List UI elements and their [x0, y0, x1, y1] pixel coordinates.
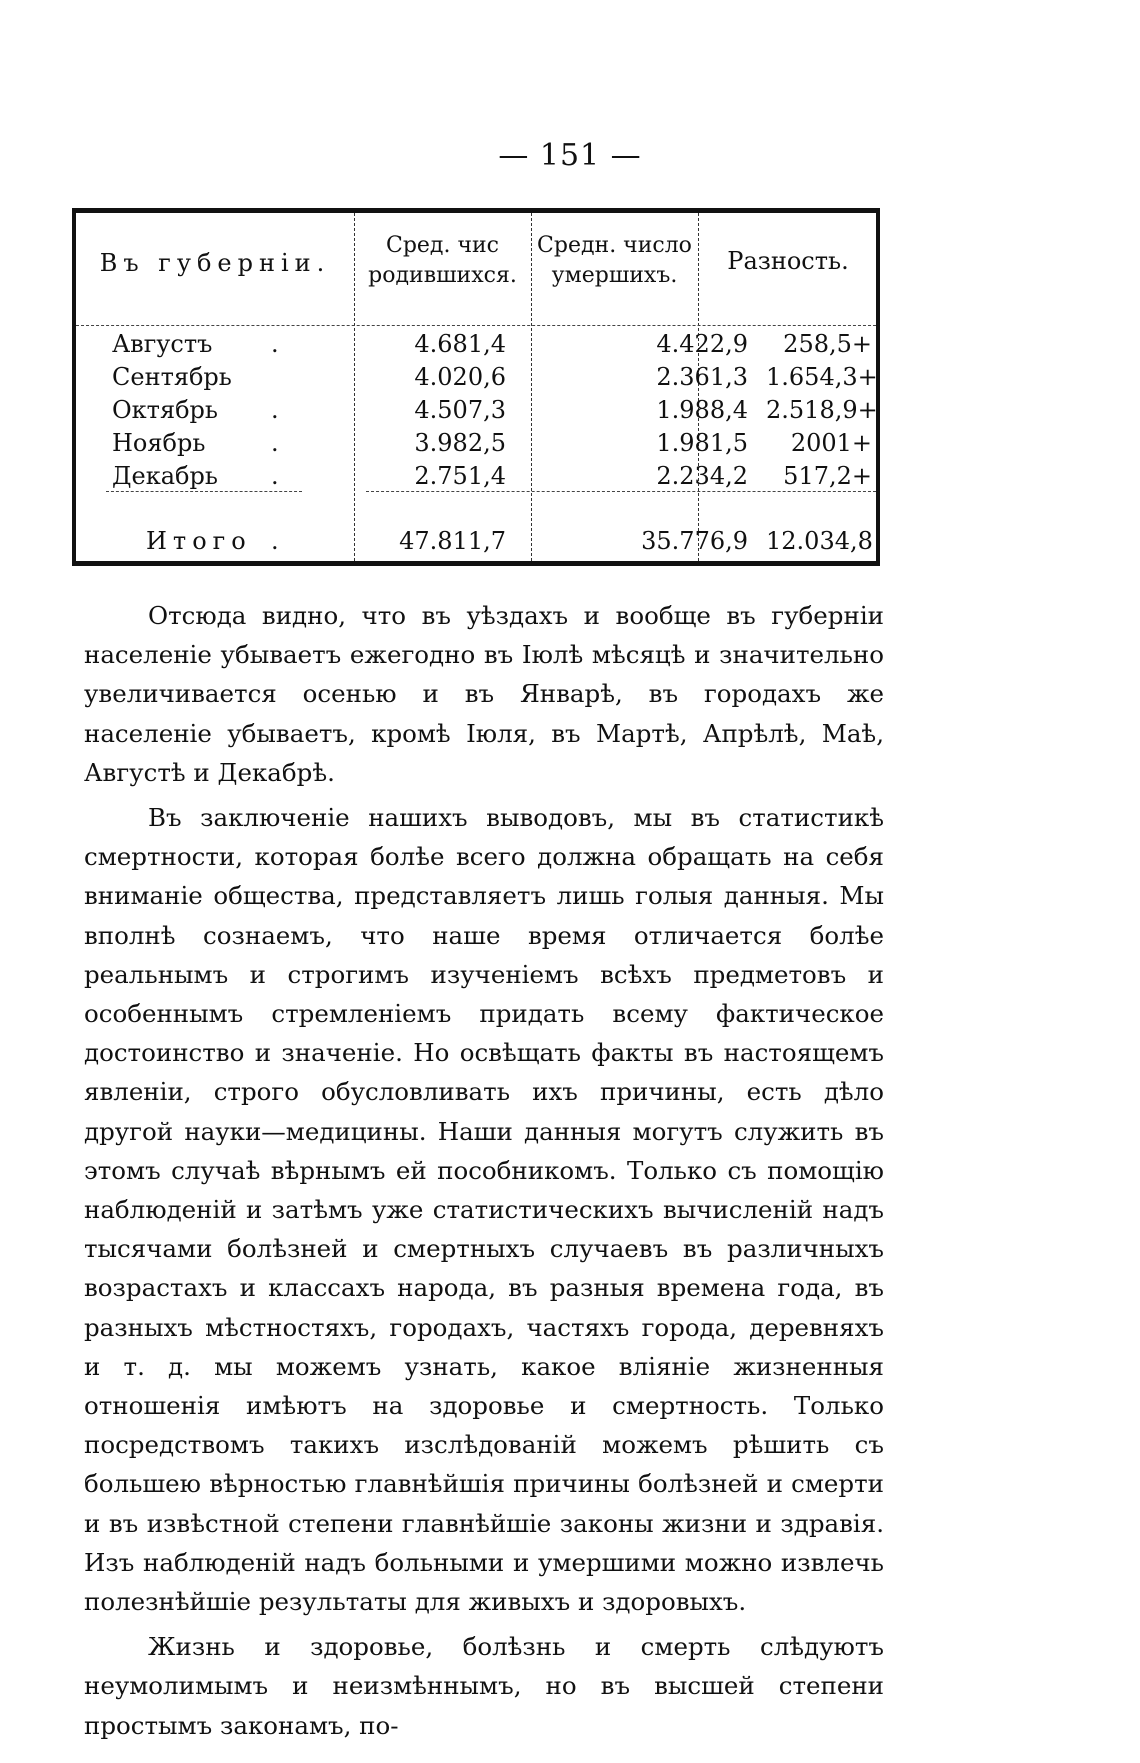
table-row	[76, 361, 876, 394]
leader-dot: .	[271, 462, 279, 490]
difference-cell: 1.654,3+	[766, 363, 878, 391]
header-births	[354, 231, 531, 291]
header-births-line1: Сред. чис	[386, 233, 499, 258]
leader-dot: .	[271, 429, 279, 457]
paragraph: Жизнь и здоровье, болѣзнь и смерть слѣдуютъ неумолимымъ и неизмѣннымъ, но въ высшей степени простымъ законамъ, по-	[84, 1632, 884, 1740]
births-cell: 3.982,5	[414, 429, 506, 457]
difference-cell: 2001+	[790, 429, 872, 457]
total-deaths: 35.776,9	[641, 527, 748, 555]
births-cell: 4.507,3	[414, 396, 506, 424]
table-row	[76, 328, 876, 361]
header-deaths	[531, 231, 698, 291]
difference-cell: 517,2+	[783, 462, 872, 490]
month-cell: Октябрь	[112, 396, 218, 424]
deaths-cell: 1.988,4	[656, 396, 748, 424]
paragraph: Отсюда видно, что въ уѣздахъ и вообще въ губерніи населеніе убываетъ ежегодно въ Іюлѣ мѣсяцѣ и значительно увеличивается осенью и въ Январѣ, въ городахъ же населеніе убываетъ, кромѣ Іюля, въ Мартѣ, Апрѣлѣ, Маѣ, Августѣ и Декабрѣ.	[84, 601, 884, 787]
header-deaths-line2: умершихъ.	[551, 263, 678, 288]
total-births: 47.811,7	[399, 527, 506, 555]
month-cell: Сентябрь	[112, 363, 232, 391]
deaths-cell: 2.361,3	[656, 363, 748, 391]
deaths-cell: 1.981,5	[656, 429, 748, 457]
births-cell: 2.751,4	[414, 462, 506, 490]
page-number: — 151 —	[498, 138, 642, 173]
births-cell: 4.681,4	[414, 330, 506, 358]
statistics-table	[72, 208, 880, 566]
leader-dot: .	[271, 527, 279, 555]
header-births-line2: родившихся.	[368, 263, 517, 288]
total-difference: 12.034,8	[766, 527, 873, 555]
paragraph: Въ заключеніе нашихъ выводовъ, мы въ статистикѣ смертности, которая болѣе всего должна обращать на себя вниманіе общества, представляетъ лишь голыя данныя. Мы вполнѣ сознаемъ, что наше время отличается болѣе реальнымъ и строгимъ изученіемъ всѣхъ предметовъ и особеннымъ стремленіемъ придать всему фактическое достоинство и значеніе. Но освѣщать факты въ настоящемъ явленіи, строго обусловливать ихъ причины, есть дѣло другой науки—медицины. Наши данныя могутъ служить въ этомъ случаѣ вѣрнымъ ей пособникомъ. Только съ помощію наблюденій и затѣмъ уже статистическихъ вычисленій надъ тысячами болѣзней и смертныхъ случаевъ въ различныхъ возрастахъ и классахъ народа, въ разныя времена года, въ разныхъ мѣстностяхъ, городахъ, частяхъ города, деревняхъ и т. д. мы можемъ узнать, какое вліяніе жизненныя отношенія имѣютъ на здоровье и смертность. Только посредствомъ такихъ изслѣдованій можемъ рѣшить съ большею вѣрностью главнѣйшія причины болѣзней и смерти и въ извѣстной степени главнѣйшіе законы жизни и здравія. Изъ наблюденій надъ больными и умершими можно извлечь полезнѣйшіе результаты для живыхъ и здоровыхъ.	[84, 803, 884, 1617]
deaths-cell: 4.422,9	[656, 330, 748, 358]
leader-dot: .	[271, 396, 279, 424]
total-row	[76, 525, 876, 558]
table-row	[76, 460, 876, 493]
subtotal-rule	[366, 491, 876, 492]
month-cell: Декабрь	[112, 462, 218, 490]
difference-cell: 2.518,9+	[766, 396, 878, 424]
header-difference: Разность.	[727, 247, 849, 275]
subtotal-rule	[106, 491, 302, 492]
month-cell: Августъ	[112, 330, 213, 358]
month-cell: Ноябрь	[112, 429, 206, 457]
total-label: Итого	[146, 527, 252, 555]
leader-dot: .	[271, 330, 279, 358]
header-deaths-line1: Средн. число	[537, 233, 692, 258]
table-row	[76, 427, 876, 460]
difference-cell: 258,5+	[783, 330, 872, 358]
table-header	[76, 213, 876, 326]
deaths-cell: 2.234,2	[656, 462, 748, 490]
table-row	[76, 394, 876, 427]
body-text	[84, 596, 884, 1745]
header-region: Въ губерніи.	[99, 249, 331, 277]
births-cell: 4.020,6	[414, 363, 506, 391]
